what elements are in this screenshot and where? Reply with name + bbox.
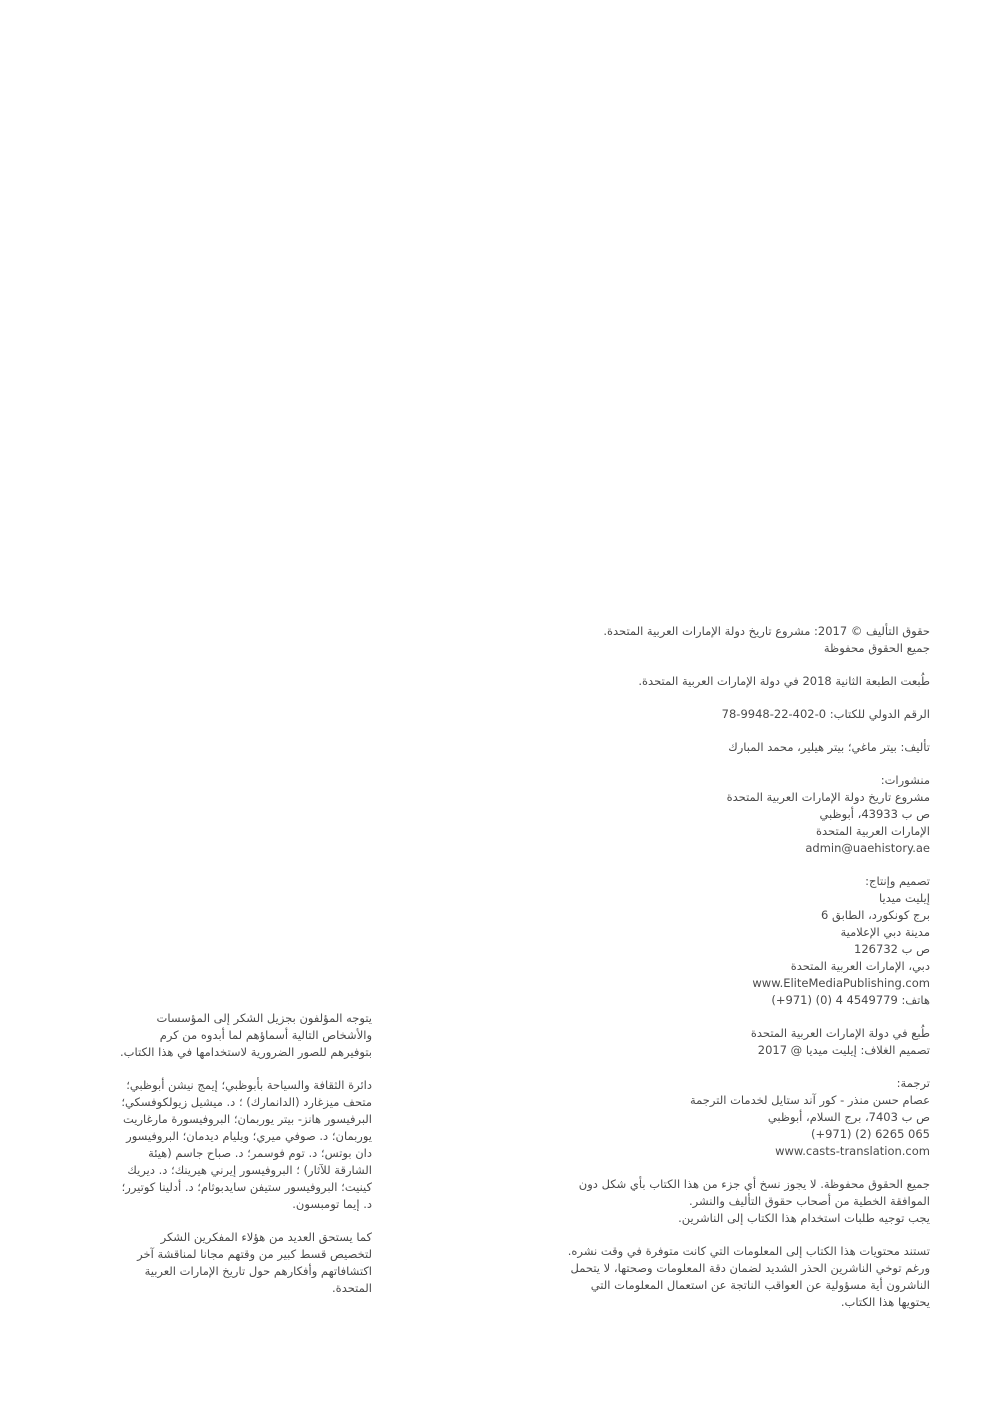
- translator-name: عصام حسن منذر - كور آند ستايل لخدمات الترجمة: [689, 1093, 930, 1107]
- disclaimer-line-2: ورغم توخي الناشرين الحذر الشديد لضمان دقة المعلومات وصحتها، لا يتحمل: [570, 1261, 930, 1275]
- authors-line: تأليف: بيتر ماغي؛ بيتر هيلير، محمد المبارك: [728, 740, 930, 754]
- translation-website[interactable]: www.casts-translation.com: [775, 1144, 930, 1158]
- rights-line-3: يجب توجيه طلبات استخدام هذا الكتاب إلى الناشرين.: [678, 1211, 930, 1225]
- ack-list-line: البرفيسور هانز- بيتر يوربمان؛ البروفيسورة مارغاريت: [122, 1112, 372, 1126]
- printed-in-line: طُبع في دولة الإمارات العربية المتحدة: [750, 1026, 930, 1040]
- translation-block: [500, 1075, 930, 1160]
- design-website[interactable]: www.EliteMediaPublishing.com: [752, 976, 930, 990]
- disclaimer-line-4: يحتويها هذا الكتاب.: [840, 1295, 930, 1309]
- isbn-line: الرقم الدولي للكتاب: 0-402-22-9948-78: [721, 707, 930, 721]
- isbn-block: [500, 706, 930, 723]
- design-location: دبي، الإمارات العربية المتحدة: [790, 959, 930, 973]
- ack-list-line: دان بوتس؛ د. توم فوسمر؛ د. صباح جاسم (هيئة: [148, 1146, 372, 1160]
- rights-reserved-line: جميع الحقوق محفوظة: [823, 641, 930, 655]
- rights-line-2: الموافقة الخطية من أصحاب حقوق التأليف والنشر.: [688, 1194, 930, 1208]
- publisher-email[interactable]: admin@uaehistory.ae: [805, 841, 930, 855]
- translation-phone: (+971) (2) 6265 065: [810, 1127, 930, 1141]
- ack-closing-line: اكتشافاتهم وأفكارهم حول تاريخ الإمارات العربية: [144, 1264, 372, 1278]
- ack-list-line: كينيت؛ البروفيسور ستيفن سايدبوثام؛ د. أدلينا كوتيرر؛: [121, 1180, 372, 1194]
- translation-heading: ترجمة:: [896, 1076, 930, 1090]
- publisher-heading: منشورات:: [880, 773, 930, 787]
- ack-list-line: الشارقة للآثار) ؛ البروفيسور إيرني هيرينك؛ د. ديريك: [127, 1163, 372, 1177]
- copyright-line: حقوق التأليف © 2017: مشروع تاريخ دولة الإمارات العربية المتحدة.: [603, 624, 930, 638]
- disclaimer-line-3: الناشرون أية مسؤولية عن العواقب الناتجة عن استعمال المعلومات التي: [590, 1278, 930, 1292]
- imprint-column: [500, 623, 930, 1327]
- acknowledgements-closing: [117, 1229, 372, 1297]
- cover-design-line: تصميم الغلاف: إيليت ميديا @ 2017: [757, 1043, 930, 1057]
- design-block: [500, 873, 930, 1009]
- acknowledgements-list: [117, 1077, 372, 1213]
- ack-intro-line: يتوجه المؤلفون بجزيل الشكر إلى المؤسسات: [156, 1011, 372, 1025]
- disclaimer-block: [500, 1243, 930, 1311]
- ack-closing-line: المتحدة.: [332, 1281, 372, 1295]
- design-building: برج كونكورد، الطابق 6: [821, 908, 930, 922]
- acknowledgements-intro: [117, 1010, 372, 1061]
- rights-line-1: جميع الحقوق محفوظة. لا يجوز نسخ أي جزء من هذا الكتاب بأي شكل دون: [578, 1177, 930, 1191]
- ack-list-line: يوربمان؛ د. صوفي ميري؛ ويليام ديدمان؛ البروفيسور: [126, 1129, 372, 1143]
- publisher-country: الإمارات العربية المتحدة: [815, 824, 930, 838]
- ack-list-line: د. إيما تومبسون.: [292, 1197, 372, 1211]
- ack-intro-line: بتوفيرهم للصور الضرورية لاستخدامها في هذا الكتاب.: [119, 1045, 372, 1059]
- publisher-pobox: ص ب 43933، أبوظبي: [819, 807, 930, 821]
- design-phone-line: [500, 992, 930, 1009]
- authors-block: [500, 739, 930, 756]
- publisher-name: مشروع تاريخ دولة الإمارات العربية المتحدة: [726, 790, 930, 804]
- rights-block: [500, 1176, 930, 1227]
- publisher-block: [500, 772, 930, 857]
- translation-pobox: ص ب 7403، برج السلام، أبوظبي: [767, 1110, 930, 1124]
- design-heading: تصميم وإنتاج:: [865, 874, 930, 888]
- acknowledgements-column: [117, 1010, 372, 1313]
- design-phone-label: هاتف:: [901, 993, 930, 1007]
- design-company-name: إيليت ميديا: [879, 891, 930, 905]
- ack-list-line: دائرة الثقافة والسياحة بأبوظبي؛ إيمج نيشن أبوظبي؛: [126, 1078, 372, 1092]
- disclaimer-line-1: تستند محتويات هذا الكتاب إلى المعلومات التي كانت متوفرة في وقت نشره.: [567, 1244, 930, 1258]
- edition-block: [500, 673, 930, 690]
- design-phone-number: (+971) (0) 4 4549779: [771, 993, 898, 1007]
- design-pobox: ص ب 126732: [854, 942, 930, 956]
- design-city: مدينة دبي الإعلامية: [840, 925, 930, 939]
- ack-list-line: متحف ميزغارد (الدانمارك) ؛ د. ميشيل زيولكوفسكي؛: [121, 1095, 372, 1109]
- ack-intro-line: والأشخاص التالية أسماؤهم لما أبدوه من كرم: [159, 1028, 372, 1042]
- printing-block: [500, 1025, 930, 1059]
- ack-closing-line: كما يستحق العديد من هؤلاء المفكرين الشكر: [160, 1230, 372, 1244]
- edition-line: طُبعت الطبعة الثانية 2018 في دولة الإمارات العربية المتحدة.: [638, 674, 930, 688]
- ack-closing-line: لتخصيص قسط كبير من وقتهم مجانا لمناقشة آخر: [137, 1247, 372, 1261]
- copyright-block: [500, 623, 930, 657]
